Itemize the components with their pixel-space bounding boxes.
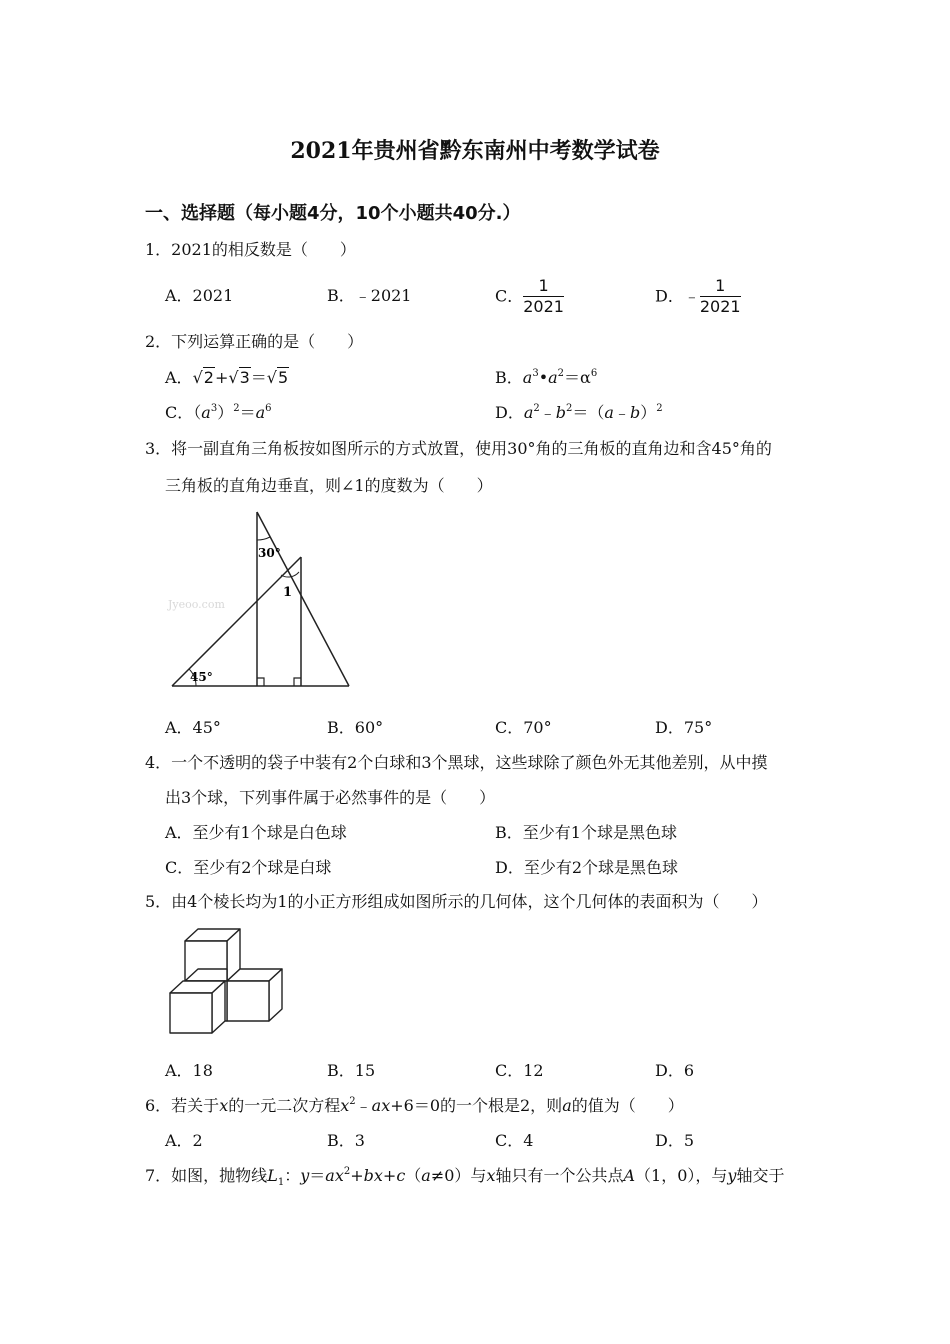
section-heading: 一、选择题（每小题4分，10个小题共40分.）: [145, 203, 521, 224]
q1-stem: 1．2021的相反数是（ ）: [145, 240, 356, 259]
q6-option-a: A．2: [165, 1131, 203, 1150]
q2-option-c: C．$(a^3)^2=a^6$: [165, 403, 272, 422]
label-30-degree: 30°: [258, 546, 281, 560]
q3-stem-line2: 三角板的直角边垂直，则∠1的度数为（ ）: [165, 476, 493, 495]
q1-option-a: A．2021: [165, 286, 234, 305]
q4-stem-line2: 出3个球，下列事件属于必然事件的是（ ）: [165, 788, 496, 807]
q4-stem-line1: 4．一个不透明的袋子中装有2个白球和3个黑球，这些球除了颜色外无其他差别，从中摸: [145, 753, 768, 772]
q5-stem: 5．由4个棱长均为1的小正方形组成如图所示的几何体，这个几何体的表面积为（ ）: [145, 892, 768, 911]
q3-stem-line1: 3．将一副直角三角板按如图所示的方式放置，使用30°角的三角板的直角边和含45°角的: [145, 439, 772, 458]
q3-option-d: D．75°: [655, 718, 713, 737]
q2-stem: 2．下列运算正确的是（ ）: [145, 332, 364, 351]
q5-option-d: D．6: [655, 1061, 695, 1080]
label-angle-1: 1: [283, 585, 293, 600]
triangle45-hypotenuse: [172, 557, 301, 686]
fraction: $\frac{1}{2021}$: [523, 276, 564, 316]
q5-option-c: C．12: [495, 1061, 544, 1080]
angle-arc-30: [257, 537, 270, 540]
q4-option-c: C．至少有2个球是白球: [165, 858, 332, 877]
q6-option-d: D．5: [655, 1131, 695, 1150]
q6-stem: 6．若关于x的一元二次方程$x^2﹣ax+6=0$的一个根是2，则a的值为（ ）: [145, 1096, 684, 1115]
q1-option-c: C． $\frac{1}{2021}$: [495, 276, 564, 316]
q7-stem: 7．如图，抛物线$L_1$：$y=ax^2+bx+c(a\ne 0)$与x轴只有一个公共点A（1，0），与y轴交于: [145, 1166, 785, 1189]
q2-option-a: A．√2+√3＝√5: [165, 368, 289, 387]
q3-option-a: A．45°: [165, 718, 221, 737]
q3-option-b: B．60°: [327, 718, 384, 737]
watermark: Jyeoo.com: [168, 598, 225, 611]
cube-right: [227, 969, 282, 1021]
fraction: $\frac{1}{2021}$: [699, 276, 741, 316]
q4-option-d: D．至少有2个球是黑色球: [495, 858, 679, 877]
right-angle-mark: [294, 678, 301, 686]
page-title: 2021年贵州省黔东南州中考数学试卷: [290, 138, 660, 164]
q3-triangle-figure: [160, 505, 360, 695]
q6-option-c: C．4: [495, 1131, 534, 1150]
q4-option-b: B．至少有1个球是黑色球: [495, 823, 677, 842]
q3-option-c: C．70°: [495, 718, 552, 737]
q1-option-d: D．﹣ $\frac{1}{2021}$: [655, 276, 741, 316]
label-45-degree: 45°: [190, 670, 213, 684]
right-angle-mark: [257, 678, 264, 686]
q5-cubes-figure: [160, 922, 295, 1042]
q5-option-b: B．15: [327, 1061, 376, 1080]
q2-option-d: D．$a^2﹣b^2=(a﹣b)^2$: [495, 403, 663, 422]
triangle30-hypotenuse: [257, 512, 349, 686]
q1-option-b: B．﹣2021: [327, 286, 412, 305]
q4-option-a: A．至少有1个球是白色球: [165, 823, 347, 842]
q5-option-a: A．18: [165, 1061, 213, 1080]
q6-option-b: B．3: [327, 1131, 365, 1150]
cube-front: [170, 981, 225, 1033]
q2-option-b: B．$a^3•a^2=\alpha^6$: [495, 368, 598, 387]
